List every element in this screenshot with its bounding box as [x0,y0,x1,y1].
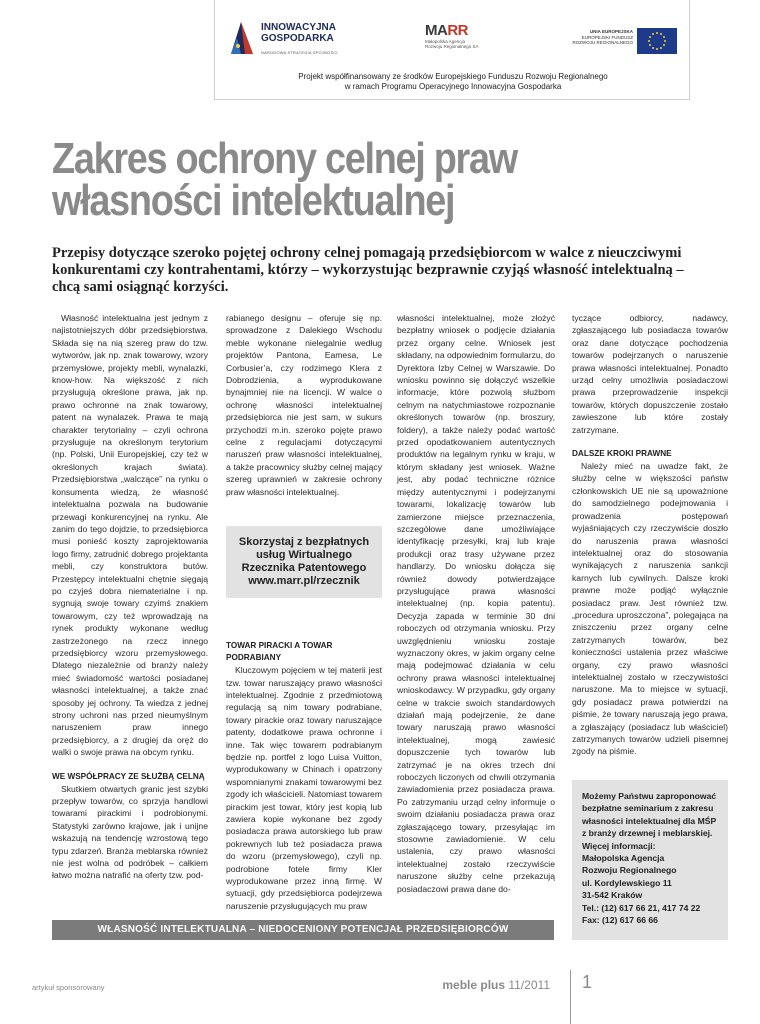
funding-notice [215,72,691,92]
contact-line-2: bezpłatne seminarium z zakresu [582,803,714,814]
col2-heading: TOWAR PIRACKI A TOWAR PODRABIANY [226,641,333,663]
promo-line1: Skorzystaj z bezpłatnych [238,536,370,548]
article-title [52,134,602,225]
contact-line-9: 31-542 Kraków [582,890,643,901]
promo-url[interactable]: www.marr.pl/rzecznik [248,575,360,587]
marr-logo-wordmark: MARR [425,22,468,39]
footer-divider [570,970,571,1024]
column-4 [572,312,728,758]
contact-line-4: z branży drzewnej i meblarskiej. [582,828,713,839]
title-line1: Zakres ochrony celnej praw [52,134,517,183]
ig-logo-line2: GOSPODARKA [261,33,334,44]
promo-line2: usług Wirtualnego [256,549,352,561]
col4-paragraph-1: tyczące odbiorcy, nadawcy, zgłaszającego lub posiadacza towarów oraz dane dotyczące pochodzenia towarów podejrzanych o naruszenie prawa własności intelektualnej. Ponadto urząd celny umożliwia posiadaczowi prawa przeprowadzenie inspekcji towarów, których dopuszczenie zostało zawieszone lub które zostały zatrzymane. [572,313,728,435]
contact-line-7: Rozwoju Regionalnego [582,865,677,876]
patent-attorney-promo [226,526,382,598]
header-logo-bar [214,0,690,100]
logo-innowacyjna-gospodarka [229,16,349,60]
funding-line2: w ramach Programu Operacyjnego Innowacyjna Gospodarka [344,82,562,91]
column-1 [52,312,208,882]
funding-line1: Projekt współfinansowany ze środków Europejskiego Funduszu Rozwoju Regionalnego [298,72,608,81]
eu-flag-icon [637,28,677,54]
col4-heading: DALSZE KROKI PRAWNE [572,449,672,459]
footer-issue: 11/2011 [508,978,550,992]
contact-phone: Tel.: (12) 617 66 21, 417 74 22 [582,902,701,913]
col1-paragraph-1: Własność intelektualna jest jednym z najistotniejszych dóbr przedsiębiorstwa. Składa się na nią szereg praw do tzw. wytworów, jak np. znak towarowy, wzory przemysłowe, projekty mebli, wynalazki, know-how. Na większość z nich przysługują określone prawa, jak np. prawo ochronne na znak towarowy, patent na wynalazek. Prawa te mają charakter terytorialny – czyli ochrona przysługuje na określonym terytorium (np. Polski, Unii Europejskiej, czy też w określonych krajach świata). Przedsiębiorstwa „walczące” na rynku o konsumenta wiedzą, że własność intelektualna pozwala na budowanie przewagi konkurencyjnej na rynku. Ale zanim do tego dojdzie, to przedsiębiorca musi ponieść koszty zaprojektowania logo firmy, zatrudnić dobrego projektanta mebli, czy konstruktora butów. Przestępcy intelektualni chętnie sięgają po czyjeś dobra niematerialne i np. sygnują swoje towary czyimś znakiem towarowym, czy też wprowadzają na rynek produkty wykonane według zastrzeżonego na rzecz innego przedsiębiorcy wzoru przemysłowego. Dlatego niezależnie od branży należy mieć świadomość wartości posiadanej własności intelektualnej, a także znać sposoby jej ochrony. Ta wiedza z jednej strony uchroni nas przed nieumyślnym naruszeniem praw innego przedsiębiorcy, a z drugiej da oręż do walki o swoje prawa na obcym rynku. [52,313,208,758]
col4-paragraph-2: Należy mieć na uwadze fakt, że służby celne w większości państw członkowskich UE nie są upoważnione do samodzielnego podejmowania i prowadzenia postępowań wyjaśniających czy rzeczywiście doszło do naruszenia prawa własności intelektualnej oraz do stosowania wynikających z naruszenia sankcji karnych lub cywilnych. Dalsze kroki prawne może podjąć wyłącznie posiadacz praw. Jest również tzw. „procedura uproszczona”, polegająca na zniszczeniu przez organy celne zatrzymanych towarów, bez konieczności ustalenia przez właściwe organy, czy prawo własności intelektualnej zostało w rzeczywistości naruszone. Ma to miejsce w sytuacji, gdy posiadacz prawa potwierdzi na piśmie, że towary naruszają jego prawa, a zgłaszający (posiadacz lub właściciel) zatrzymanych towarów udzieli pisemnej zgody na piśmie. [572,461,728,757]
promo-line3: Rzecznika Patentowego [241,562,367,574]
footer-magazine [420,978,550,992]
col2-paragraph-1: rabianego designu – oferuje się np. sprowadzone z Dalekiego Wschodu meble wykonane nielegalnie według projektów Pantona, Eamesa, Le Corbusier’a, czy rodzimego Klera z Dobrodzienia, a wyprodukowane bynajmniej nie na licencji. W walce o ochronę własności intelektualnej przedsiębiorca nie jest sam, w sukurs przychodzi m.in. szeroko pojęte prawo celne z regulacjami dotyczącymi naruszeń praw własności intelektualnej, a także pracownicy służby celnej mający szereg uprawnień w zakresie ochrony praw własności intelektualnej. [226,313,382,497]
ig-logo-icon [229,18,255,56]
marr-logo-sub1: Małopolska Agencja [425,39,466,44]
bottom-banner: WŁASNOŚĆ INTELEKTUALNA – NIEDOCENIONY POTENCJAŁ PRZEDSIĘBIORCÓW [52,920,554,940]
column-2 [226,312,382,912]
contact-line-6: Małopolska Agencja [582,853,665,864]
contact-box [572,780,728,940]
article-lead: Przepisy dotyczące szeroko pojętej ochrony celnej pomagają przedsiębiorcom w walce z nieuczciwymi konkurentami czy kontrahentami, którzy – wykorzystując bezprawnie czyjąś własność intelektualną – chcą sami osiągnąć korzyści. [52,245,684,295]
col3-paragraph-1: własności intelektualnej, może złożyć bezpłatny wniosek o podjęcie działania przez organy celne. Wniosek jest składany, na odpowiednim formularzu, do Dyrektora Izby Celnej w Warszawie. Do wniosku powinno się dołączyć wszelkie informacje, które pozwolą służbom celnym na natychmiastowe rozpoznanie określonych towarów (np. broszury, foldery), a także należy podać wartość przed opodatkowaniem autentycznych produktów na legalnym rynku w kraju, w którym składany jest wniosek. Ważne jest, aby podać techniczne różnice między autentycznymi i podejrzanymi towarami, lokalizację towarów lub zamierzone miejsce przeznaczenia, szczegółowe dane umożliwiające identyfikację przesyłki, kraj lub kraje produkcji oraz trasy używane przez handlarzy. Do wniosku dołącza się również dowody potwierdzające przysługujące prawa własności intelektualnej (np. kopia patentu). Decyzja zapada w terminie 30 dni roboczych od otrzymania wniosku. Przy uwzględnieniu wniosku zostaje wyznaczony okres, w jakim organy celne mają podejmować działania w celu ochrony prawa własności intelektualnej wnioskodawcy. W przypadku, gdy organy celne w trakcie swoich standardowych działań mają podejrzenie, że dane towary naruszają prawo własności intelektualnej, mogą zawiesić dopuszczenie tych towarów lub zatrzymać je na okres trzech dni roboczych liczonych od chwili otrzymania zawiadomienia przez posiadacza prawa. Po zatrzymaniu urząd celny informuje o swoim działaniu posiadacza prawa oraz zgłaszającego towary, przesyłając im stosowne zawiadomienie. W celu ustalenia, czy prawo własności intelektualnej zostało rzeczywiście naruszone służby celne przekazują posiadaczowi prawa dane do- [397,313,555,894]
contact-line-8: ul. Kordylewskiego 11 [582,877,672,888]
logo-eu [563,28,679,58]
eu-logo-line1: UNIA EUROPEJSKA [589,29,633,34]
eu-logo-line2: EUROPEJSKI FUNDUSZ [581,34,633,40]
col2-paragraph-2: Kluczowym pojęciem w tej materii jest tzw. towar naruszający prawo własności intelektualnej. Zgodnie z przedmiotową regulacją są nim towary podrabiane, towary pirackie oraz towary naruszające patenty, dodatkowe prawa ochronne i inne. Tak więc towarem podrabianym będzie np. portfel z logo Luisa Vuitton, wyprodukowany w Chinach i opatrzony wspomnianymi znakami towarowymi bez zgody ich właścicieli. Natomiast towarem pirackim jest towar, który jest kopią lub zawiera kopie wykonane bez zgody posiadacza prawa autorskiego lub praw pokrewnych lub też posiadacza prawa do wzoru (przemysłowego), czyli np. podrobione fotele firmy Kler wyprodukowane przez inną firmę. W sytuacji, gdy przedsiębiorca podejrzewa naruszenie przysługujących mu praw [226,665,382,911]
eu-logo-line3: ROZWOJU REGIONALNEGO [572,40,633,45]
contact-line-3: własności intelektualnej dla MŚP [582,815,717,826]
marr-logo-sub2: Rozwoju Regionalnego SA [425,44,479,49]
col1-paragraph-2: Skutkiem otwartych granic jest szybki przepływ towarów, co sprzyja handlowi towarami pirackimi i podrobionymi. Statystyki zarówno krajowe, jak i unijne wskazują na tendencję wzrostową tego typu zdarzeń. Branża meblarska również nie jest wolna od podróbek – całkiem łatwo można natrafić na oferty tzw. pod- [52,783,208,881]
column-3 [397,312,555,895]
contact-line-5: Więcej informacji: [582,840,656,851]
page-number: 1 [582,972,593,992]
title-line2: własności intelektualnej [52,176,455,225]
footer-magazine-name: meble plus [442,978,506,992]
ig-logo-tagline: NARODOWA STRATEGIA SPÓJNOŚCI [261,50,338,55]
ig-logo-line1: INNOWACYJNA [261,22,337,33]
contact-fax: Fax: (12) 617 66 66 [582,915,658,926]
contact-line-1: Możemy Państwu zaproponować [582,791,717,801]
footer-sponsored-label: artykuł sponsorowany [32,983,105,992]
logo-marr [425,22,505,62]
col1-heading: WE WSPÓŁPRACY ZE SŁUŻBĄ CELNĄ [52,771,205,781]
